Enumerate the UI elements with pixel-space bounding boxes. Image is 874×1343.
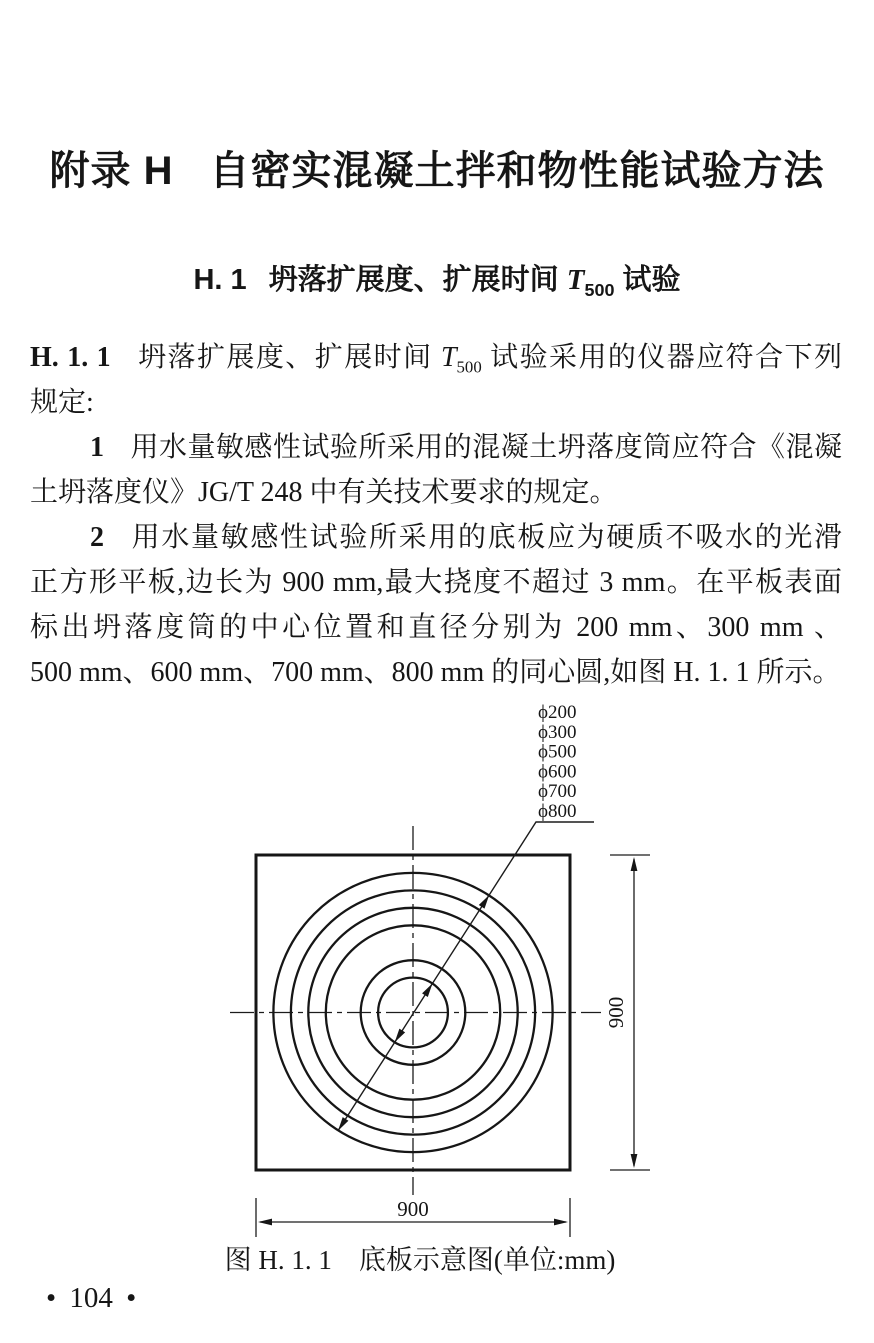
diameter-labels [538, 702, 577, 822]
arrowhead-up [631, 857, 638, 871]
arrowhead-left [258, 1219, 272, 1226]
item-text: 正方形平板,边长为 900 mm,最大挠度不超过 3 mm。在平板表面 [30, 567, 842, 598]
diameter-label: ϕ500 [538, 741, 577, 763]
t500-symbol: T [440, 342, 457, 373]
clause-number: H. 1. 1 [30, 342, 111, 373]
clause-h111-line1 [30, 335, 842, 380]
diameter-label: ϕ300 [538, 721, 577, 743]
clause-text: 试验采用的仪器应符合下列 [481, 342, 842, 373]
item-text: 用水量敏感性试验所采用的混凝土坍落度筒应符合《混凝 [130, 432, 842, 463]
arrowhead-down [631, 1154, 638, 1168]
figure-caption: 图 H. 1. 1 底板示意图(单位:mm) [224, 1245, 616, 1275]
clause-text: 坍落扩展度、扩展时间 [136, 342, 441, 373]
t500-subscript: 500 [584, 279, 615, 300]
section-number: H. 1 [193, 264, 247, 296]
item2-line2 [30, 560, 842, 605]
t500-subscript: 500 [456, 357, 482, 377]
item1-line2 [30, 470, 842, 515]
appendix-title-main: 自密实混凝土拌和物性能试验方法 [209, 149, 825, 193]
diameter-label: ϕ700 [538, 781, 577, 803]
page-number: • 104 • [46, 1282, 137, 1314]
diameter-label: ϕ600 [538, 761, 577, 783]
item2-line1 [30, 515, 842, 560]
item-number: 1 [90, 432, 104, 463]
item1-line1 [30, 425, 842, 470]
section-heading-post: 试验 [614, 264, 681, 296]
t500-symbol: T [566, 264, 585, 296]
item-text: 用水量敏感性试验所采用的底板应为硬质不吸水的光滑 [130, 522, 842, 553]
section-heading-pre: 坍落扩展度、扩展时间 [268, 264, 567, 296]
item2-line4 [30, 650, 842, 695]
clause-text: 规定: [30, 387, 94, 418]
section-heading [0, 261, 874, 309]
appendix-title [0, 146, 874, 196]
appendix-title-prefix: 附录 H [49, 149, 174, 193]
item2-line3 [30, 605, 842, 650]
base-plate-diagram [220, 690, 680, 1240]
diameter-label: ϕ200 [538, 702, 577, 723]
item-text: 500 mm、600 mm、700 mm、800 mm 的同心圆,如图 H. 1. 1 所示。 [30, 657, 841, 688]
right-dimension-value: 900 [604, 996, 628, 1029]
item-number: 2 [90, 522, 104, 553]
diameter-label: ϕ800 [538, 801, 577, 822]
bottom-dimension-value: 900 [397, 1197, 429, 1221]
body-text [30, 335, 842, 695]
clause-h111-line2 [30, 380, 842, 425]
item-text: 标出坍落度筒的中心位置和直径分别为 200 mm、300 mm 、 [30, 612, 842, 643]
item-text: 土坍落度仪》JG/T 248 中有关技术要求的规定。 [30, 477, 618, 508]
arrowhead-right [554, 1219, 568, 1226]
